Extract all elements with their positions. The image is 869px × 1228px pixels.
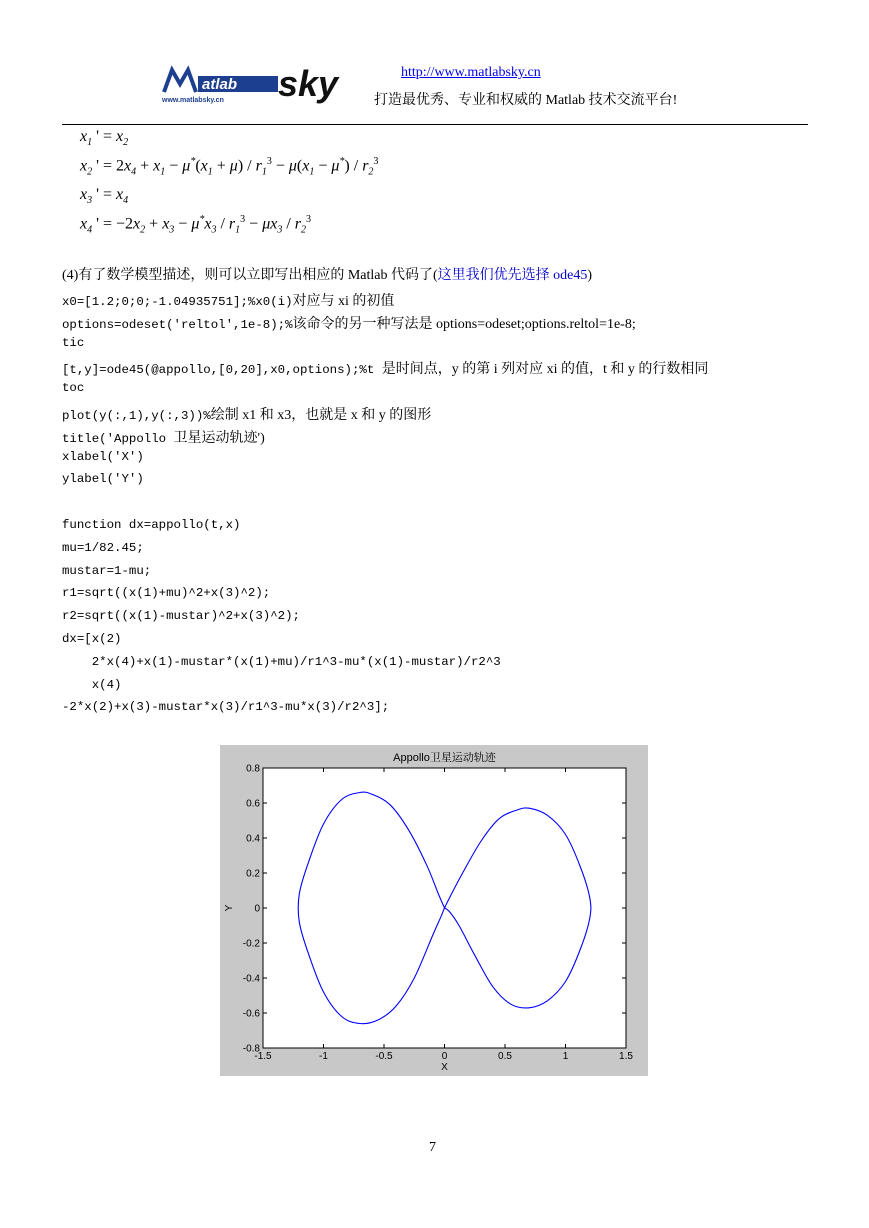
code-line: -2*x(2)+x(3)-mustar*x(3)/r1^3-mu*x(3)/r2^3]; — [62, 700, 390, 715]
code-line: xlabel('X') — [62, 449, 144, 464]
y-tick-label: 0.8 — [246, 763, 260, 775]
code-line: dx=[x(2) — [62, 632, 122, 646]
x-tick-label: -0.5 — [375, 1051, 393, 1062]
x-axis-label: X — [441, 1062, 448, 1073]
code-line: mu=1/82.45; — [62, 540, 144, 555]
y-tick-label: 0 — [254, 903, 260, 915]
code-line: toc — [62, 381, 85, 396]
code-line: 2*x(4)+x(1)-mustar*(x(1)+mu)/r1^3-mu*(x(1)-mustar)/r2^3 — [62, 654, 501, 669]
code-line: r2=sqrt((x(1)-mustar)^2+x(3)^2); — [62, 609, 300, 624]
code-line: mustar=1-mu; — [62, 563, 152, 578]
y-tick-label: -0.6 — [242, 1008, 260, 1020]
x-tick-label: -1 — [319, 1051, 328, 1062]
trajectory-chart — [220, 745, 648, 1076]
code-line: options=odeset('reltol',1e-8);%该命令的另一种写法是 options=odeset;options.reltol=1e-8; — [62, 316, 636, 332]
y-tick-label: 0.4 — [246, 833, 260, 845]
code-line: x(4) — [62, 677, 122, 692]
y-tick-label: -0.4 — [242, 973, 260, 985]
x-tick-label: -1.5 — [254, 1051, 272, 1062]
svg-text:atlab: atlab — [202, 76, 238, 93]
equation-1: $x_1$ ' = $x_2$ — [80, 128, 129, 149]
code-line: x0=[1.2;0;0;-1.04935751];%x0(i)对应与 xi 的初值 — [62, 294, 395, 309]
code-line: title('Appollo 卫星运动轨迹') — [62, 430, 265, 446]
header-tagline: 打造最优秀、专业和权威的 Matlab 技术交流平台! — [374, 93, 678, 108]
code-line: tic — [62, 335, 85, 350]
code-line: [t,y]=ode45(@appollo,[0,20],x0,options);%t 是时间点，y 的第 i 列对应 xi 的值，t 和 y 的行数相同 — [62, 362, 709, 378]
y-tick-label: -0.2 — [242, 938, 260, 950]
x-tick-label: 1.5 — [619, 1051, 633, 1062]
equation-3: $x_3$ ' = $x_4$ — [80, 186, 129, 207]
code-line: ylabel('Y') — [62, 472, 144, 487]
y-tick-label: -0.8 — [242, 1043, 260, 1055]
page-number: 7 — [429, 1140, 436, 1155]
svg-text:www.matlabsky.cn: www.matlabsky.cn — [162, 97, 224, 104]
code-line: r1=sqrt((x(1)+mu)^2+x(3)^2); — [62, 586, 271, 601]
y-tick-label: 0.6 — [246, 798, 260, 810]
matlabsky-logo — [160, 62, 339, 106]
equation-4: $x_4$ ' = $-2x_2 + x_3 - \mu^*x_3 / r_1^3 - \mu x_3 / r_2^3$ — [80, 214, 312, 236]
chart-title: Appollo卫星运动轨迹 — [393, 752, 496, 764]
y-tick-label: 0.2 — [246, 868, 260, 880]
header-divider — [62, 124, 808, 125]
appollo-figure — [220, 745, 648, 1076]
ode45-note: 这里我们优先选择 ode45 — [437, 268, 588, 283]
x-tick-label: 0.5 — [498, 1051, 512, 1062]
y-axis-label: Y — [224, 904, 235, 912]
code-line: plot(y(:,1),y(:,3))%绘制 x1 和 x3，也就是 x 和 y 的图形 — [62, 408, 432, 423]
x-tick-label: 1 — [562, 1051, 569, 1062]
x-tick-label: 0 — [441, 1051, 448, 1062]
header-url-link[interactable]: http://www.matlabsky.cn — [401, 65, 541, 80]
equation-2: $x_2$ ' = $2x_4 + x_1 - \mu^*(x_1 + \mu) / r_1^3 - \mu(x_1 - \mu^*) / r_2^3$ — [80, 156, 379, 178]
svg-text:sky: sky — [278, 63, 339, 104]
code-line: function dx=appollo(t,x) — [62, 518, 241, 532]
intro-paragraph: (4)有了数学模型描述，则可以立即写出相应的 Matlab 代码了(这里我们优先选择 ode45) — [62, 268, 593, 283]
